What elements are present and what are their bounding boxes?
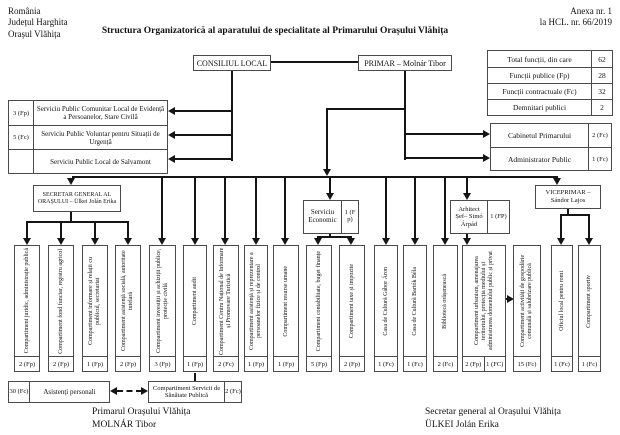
- serviciu-economic-label: Serviciu Economic: [308, 208, 337, 224]
- unit-row: [491, 147, 611, 170]
- totals-row: [488, 83, 612, 99]
- compartment-box: [48, 245, 74, 372]
- compartment-count: 2 (Fp): [119, 360, 137, 368]
- service-row: [9, 101, 167, 125]
- arrow-down-icon: [67, 178, 75, 185]
- compartment-count: 1 (Fp): [86, 360, 104, 368]
- compartment-box: [403, 245, 427, 372]
- compartment-label: Compartiment activități de gospodărie comunală și salubrizare publică: [520, 254, 533, 348]
- connector-line: [444, 178, 446, 238]
- connector-line: [327, 108, 406, 110]
- compartment-count: 3 (Fp): [154, 360, 171, 368]
- service-row: [9, 125, 167, 149]
- connector-line: [255, 178, 257, 238]
- compartment-box: [513, 245, 541, 372]
- compartment-label: Compartiment informare și relații cu publicul, secretariat: [88, 257, 101, 345]
- arrow-right-icon: [141, 387, 148, 395]
- connector-line: [404, 71, 406, 160]
- service-label: Serviciu Public Comunitar Local de Evidență a Persoanelor, Stare Civilă: [36, 105, 165, 121]
- totals-label: Total funcții, din care: [488, 51, 592, 67]
- compartment-count: 5 (Fp): [310, 360, 328, 368]
- arrow-down-icon: [463, 193, 471, 200]
- compartment-box: [213, 245, 239, 372]
- connector-line: [560, 214, 590, 216]
- compartment-count: 2 (Fc): [218, 360, 234, 368]
- compartment-label: Compartiment asistență și reprezentare a persoanelor fizice și de control: [249, 252, 262, 350]
- council-services-table: [8, 100, 168, 174]
- compartment-count: 1 (Fc): [554, 360, 570, 368]
- signature-secretar-name: ÜLKEI Jolán Erika: [425, 419, 499, 430]
- connector-line: [560, 214, 562, 238]
- connector-line: [414, 178, 416, 238]
- unit-count: 2 (Fc): [588, 124, 611, 147]
- service-count: 3 (Fp): [9, 101, 34, 125]
- compartment-count: 2 (Fp): [52, 360, 70, 368]
- arrow-down-icon: [326, 193, 334, 200]
- compartment-label: Compartiment resurse umane: [282, 265, 289, 337]
- connector-line: [404, 133, 483, 135]
- unit-label: Cabinetul Primarului: [507, 131, 572, 140]
- compartment-label: Compartiment investiții și achiziții publice, protecție civilă: [155, 248, 169, 354]
- arrow-down-icon: [191, 238, 199, 245]
- compartment-count: 1 (Fp): [186, 360, 204, 368]
- hcl-number: la HCL. nr. 66/2019: [539, 17, 612, 28]
- asistenti-box: [8, 381, 110, 403]
- arrow-left-icon: [110, 387, 117, 395]
- compartment-label: Compartiment contabilitate, buget finanțe: [315, 250, 322, 352]
- totals-row: [488, 67, 612, 83]
- primar-units-table: [490, 123, 612, 171]
- issuer-county: Județul Harghita: [8, 17, 68, 28]
- signature-primar: [92, 406, 191, 432]
- compartment-count: 15 (Fc): [517, 360, 537, 368]
- unit-row: [491, 124, 611, 147]
- connector-line: [404, 157, 483, 159]
- compartment-box: [14, 245, 40, 372]
- arrow-left-icon: [168, 155, 175, 163]
- compartment-count: 2 (Fp): [343, 360, 361, 368]
- totals-label: Funcții publice (Fp): [488, 68, 592, 83]
- signature-primar-title: Primarul Orașului Vlăhița: [92, 407, 191, 417]
- arrow-down-icon: [382, 238, 390, 245]
- unit-count: 1 (Fc): [588, 148, 611, 170]
- issuer-town: Orașul Vlăhița: [8, 28, 61, 39]
- arrow-down-icon: [158, 238, 166, 245]
- compartment-count: 2 (Fp): [465, 360, 482, 368]
- compartment-box: [551, 245, 573, 372]
- connector-line: [94, 221, 96, 238]
- issuer-country: România: [8, 6, 41, 16]
- arrow-down-icon: [23, 238, 31, 245]
- connector-line: [127, 221, 129, 238]
- arrow-down-icon: [124, 238, 132, 245]
- viceprimar-box: VICEPRIMAR – Sándor Lajos: [535, 185, 601, 209]
- arrow-left-icon: [168, 107, 175, 115]
- signature-primar-name: MOLNÁR Tibor: [92, 419, 157, 430]
- consiliul-local-box: CONSILIUL LOCAL: [193, 55, 271, 71]
- connector-line: [466, 178, 468, 194]
- compartment-label: Compartiment audit: [191, 276, 198, 326]
- compartment-box: [82, 245, 108, 372]
- page-title: Structura Organizatorică al aparatului de specialitate al Primarului Orașului Vlăhița: [101, 26, 449, 36]
- arhitect-sef-label: Arhitect Șef– Simó Árpád: [455, 205, 483, 228]
- unit-label: Administrator Public: [507, 154, 572, 164]
- dashed-connector-line: [194, 373, 196, 381]
- service-count: 5 (Fc): [9, 126, 34, 149]
- signature-secretar: [425, 406, 561, 432]
- arrow-down-icon: [411, 238, 419, 245]
- connector-line: [224, 178, 226, 238]
- compartment-count: 1 (Fc): [581, 360, 598, 368]
- compartment-box: [306, 245, 332, 372]
- signature-secretar-title: Secretar general al Orașului Vlăhița: [425, 407, 561, 417]
- totals-value: 32: [598, 87, 606, 96]
- primar-box: PRIMAR – Molnár Tibor: [358, 55, 452, 71]
- arrow-down-icon: [91, 238, 99, 245]
- connector-line: [588, 214, 590, 238]
- connector-line: [194, 178, 196, 238]
- connector-line: [175, 110, 232, 112]
- compartment-label: Casa de Cultură Gábor Áron: [382, 266, 389, 336]
- arhitect-sef-box: [450, 200, 510, 234]
- arrow-down-icon: [221, 238, 229, 245]
- compartment-box: [339, 245, 365, 372]
- arrow-down-icon: [585, 238, 593, 245]
- totals-row: [488, 99, 612, 115]
- arrow-down-icon: [57, 238, 65, 245]
- asistenti-label: Asistenți personali: [43, 388, 96, 396]
- arrow-down-icon: [557, 238, 565, 245]
- totals-value: 28: [598, 71, 606, 80]
- connector-line: [175, 134, 232, 136]
- compartment-label: Compartiment fond funciar, registru agricol: [57, 248, 64, 354]
- compartment-count: 1 (Fp): [277, 360, 295, 368]
- compartment-label: Compartiment Centru Național de Informare și Promovare Turistică: [219, 247, 232, 355]
- connector-line: [326, 108, 328, 169]
- asistenti-count: 30 (Fc): [9, 382, 30, 402]
- compartment-box: [115, 245, 141, 372]
- service-row: [9, 149, 167, 173]
- compartment-label: Bibliotecă orășenească: [442, 273, 449, 329]
- connector-bus-line: [72, 176, 558, 178]
- compartment-label: Casa de Cultură Bartók Béla: [411, 266, 418, 336]
- arrow-down-icon: [347, 238, 355, 245]
- totals-label: Funcții contractuale (Fc): [488, 84, 592, 99]
- connector-line: [175, 158, 232, 160]
- compartment-count: 1 (FC): [484, 357, 506, 371]
- serviciu-economic-count: 1 (Fp): [341, 201, 358, 233]
- connector-line: [231, 71, 233, 161]
- dashed-connector-line: [117, 390, 142, 392]
- totals-row: [488, 51, 612, 67]
- arrow-left-icon: [168, 131, 175, 139]
- arrow-down-icon: [314, 238, 322, 245]
- connector-line: [161, 178, 163, 238]
- arrow-down-icon: [281, 238, 289, 245]
- compartment-label: Compartiment urbanism, amenajarea teritoriului, protecția mediului și administrarea domeniului public și privat: [473, 251, 494, 351]
- compartment-box: [149, 245, 176, 372]
- arrow-down-icon: [252, 238, 260, 245]
- connector-line: [385, 178, 387, 238]
- document-issuer: [8, 6, 68, 40]
- arrow-down-icon: [553, 178, 561, 185]
- sanatate-box: [148, 381, 242, 403]
- service-label: Serviciu Public Voluntar pentru Situații de Urgență: [41, 129, 160, 146]
- compartment-box: [244, 245, 268, 372]
- totals-label: Demnitari publici: [488, 100, 592, 115]
- sanatate-label: Compartiment Servicii de Sănătate Publică: [152, 384, 221, 399]
- compartment-box: [183, 245, 207, 372]
- compartment-count: 2 (Fp): [18, 360, 36, 368]
- service-label: Serviciu Public Local de Salvamont: [50, 157, 151, 166]
- arrow-down-icon: [323, 169, 331, 176]
- compartment-box: [462, 245, 506, 372]
- connector-line: [26, 221, 129, 223]
- compartment-label: Compartiment juridic, administrație publică: [23, 248, 30, 354]
- compartment-count: 1 (Fc): [407, 360, 423, 368]
- connector-line: [329, 178, 331, 194]
- document-annex-ref: [540, 6, 612, 29]
- connector-line: [271, 61, 358, 63]
- totals-table: [487, 50, 613, 116]
- compartment-box: [273, 245, 299, 372]
- compartment-label: Compartiment asistență socială, autoritate tutelară: [121, 250, 134, 352]
- compartment-box: [374, 245, 398, 372]
- connector-line: [60, 221, 62, 238]
- connector-line: [284, 178, 286, 238]
- arhitect-sef-count: 1 (FP): [487, 201, 509, 233]
- service-count: [9, 150, 34, 173]
- secretar-general-box: SECRETAR GENERAL AL ORAȘULUI – Ülkei Jolán Erika: [33, 185, 121, 212]
- compartment-label: Compartiment sportiv: [586, 274, 593, 328]
- compartment-count: 1 (Fp): [247, 360, 265, 368]
- compartment-box: [578, 245, 601, 372]
- compartment-box: [433, 245, 458, 372]
- connector-line: [26, 221, 28, 238]
- totals-value: 62: [598, 54, 606, 64]
- arrow-down-icon: [441, 238, 449, 245]
- compartment-count: 2 (Fc): [437, 360, 454, 368]
- compartment-label: Compartiment taxe și impozite: [348, 263, 355, 339]
- annex-number: Anexa nr. 1: [570, 6, 612, 16]
- serviciu-economic-box: [303, 200, 359, 234]
- totals-value: 2: [600, 103, 604, 112]
- sanatate-count: 2 (Fc): [224, 382, 241, 402]
- arrow-right-icon: [483, 154, 490, 162]
- compartment-count: 1 (Fc): [378, 360, 394, 368]
- compartment-label: Oficiul local pentru romi: [558, 271, 565, 331]
- arrow-down-icon: [463, 238, 471, 245]
- arrow-right-icon: [483, 130, 490, 138]
